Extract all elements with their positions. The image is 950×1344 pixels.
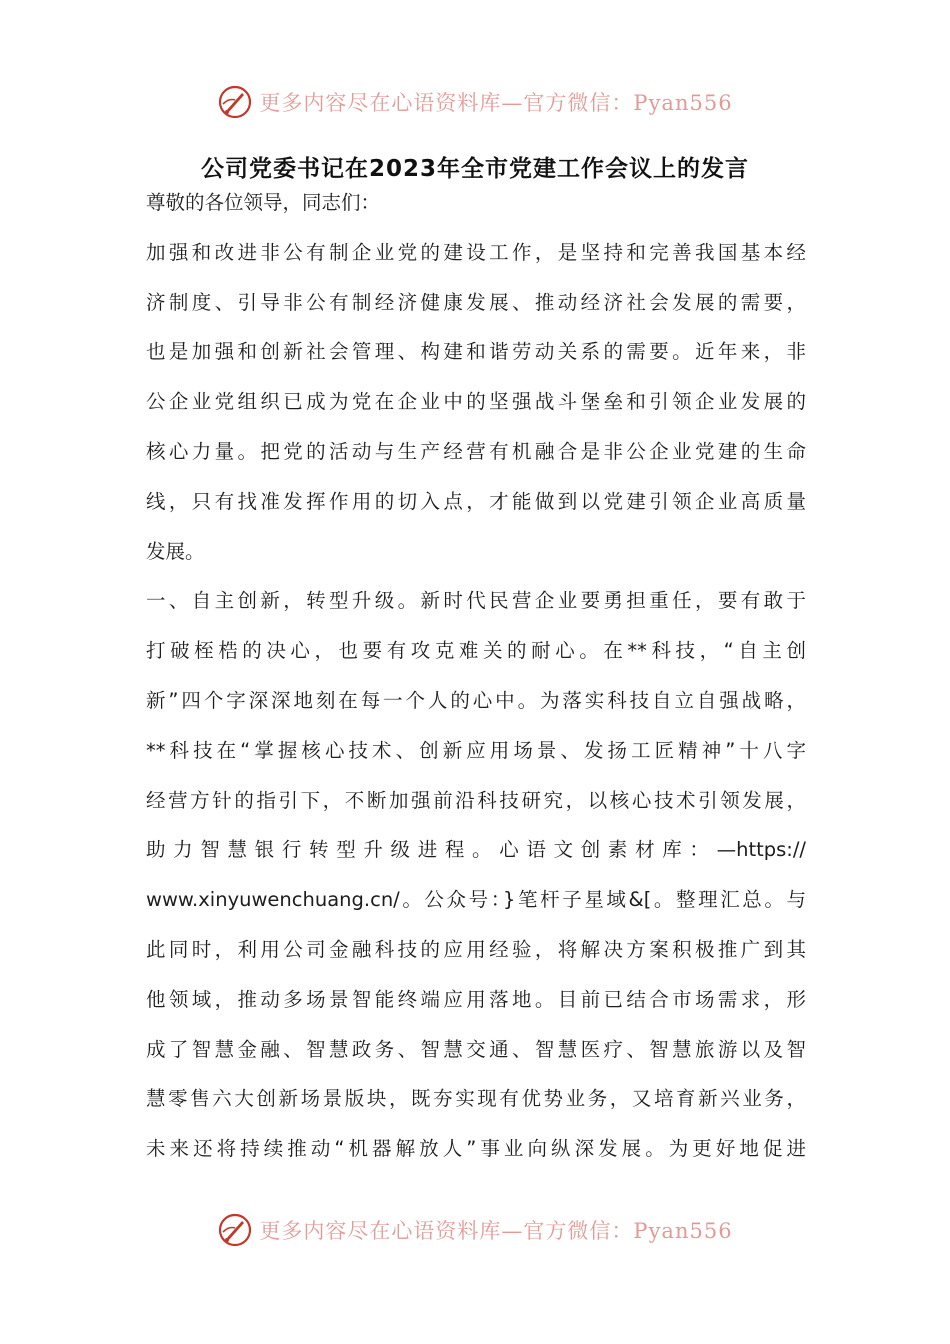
text-line: 成了智慧金融、智慧政务、智慧交通、智慧医疗、智慧旅游以及智 bbox=[146, 1037, 806, 1061]
text-line: 经营方针的指引下，不断加强前沿科技研究，以核心技术引领发展， bbox=[146, 788, 806, 812]
text-line: 助力智慧银行转型升级进程。心语文创素材库：—https:// bbox=[146, 838, 806, 862]
text-line: 未来还将持续推动“机器解放人”事业向纵深发展。为更好地促进 bbox=[146, 1137, 806, 1161]
text-line: 他领域，推动多场景智能终端应用落地。目前已结合市场需求，形 bbox=[146, 987, 806, 1011]
document-body bbox=[146, 178, 806, 1174]
text-line: 发展。 bbox=[146, 539, 205, 563]
footer-watermark bbox=[0, 1208, 950, 1252]
text-line: 新”四个字深深地刻在每一个人的心中。为落实科技自立自强战略， bbox=[146, 688, 806, 712]
text-line: 线，只有找准发挥作用的切入点，才能做到以党建引领企业高质量 bbox=[146, 489, 806, 513]
text-line: 一、自主创新，转型升级。新时代民营企业要勇担重任，要有敢于 bbox=[146, 589, 806, 613]
text-line: 此同时，利用公司金融科技的应用经验，将解决方案积极推广到其 bbox=[146, 937, 806, 961]
text-line: 济制度、引导非公有制经济健康发展、推动经济社会发展的需要， bbox=[146, 290, 806, 314]
watermark-text: 更多内容尽在心语资料库—官方微信：Pyan556 bbox=[259, 1219, 733, 1243]
text-line: 慧零售六大创新场景版块，既夯实现有优势业务，又培育新兴业务， bbox=[146, 1087, 806, 1111]
text-line: **科技在“掌握核心技术、创新应用场景、发扬工匠精神”十八字 bbox=[146, 738, 806, 762]
pen-quill-logo-icon bbox=[217, 84, 253, 120]
text-line: www.xinyuwenchuang.cn/。公众号：}笔杆子星域&[。整理汇总。与 bbox=[146, 888, 806, 912]
pen-quill-logo-icon bbox=[217, 1212, 253, 1248]
text-line: 尊敬的各位领导，同志们： bbox=[146, 191, 381, 214]
text-line: 核心力量。把党的活动与生产经营有机融合是非公企业党建的生命 bbox=[146, 439, 806, 463]
text-line: 公企业党组织已成为党在企业中的坚强战斗堡垒和引领企业发展的 bbox=[146, 390, 806, 414]
text-line: 也是加强和创新社会管理、构建和谐劳动关系的需要。近年来，非 bbox=[146, 340, 806, 364]
text-line: 打破桎梏的决心，也要有攻克难关的耐心。在**科技，“自主创 bbox=[146, 639, 806, 663]
header-watermark bbox=[0, 80, 950, 124]
text-line: 加强和改进非公有制企业党的建设工作，是坚持和完善我国基本经 bbox=[146, 240, 806, 264]
watermark-text: 更多内容尽在心语资料库—官方微信：Pyan556 bbox=[259, 91, 733, 115]
document-title: 公司党委书记在2023年全市党建工作会议上的发言 bbox=[200, 156, 749, 182]
